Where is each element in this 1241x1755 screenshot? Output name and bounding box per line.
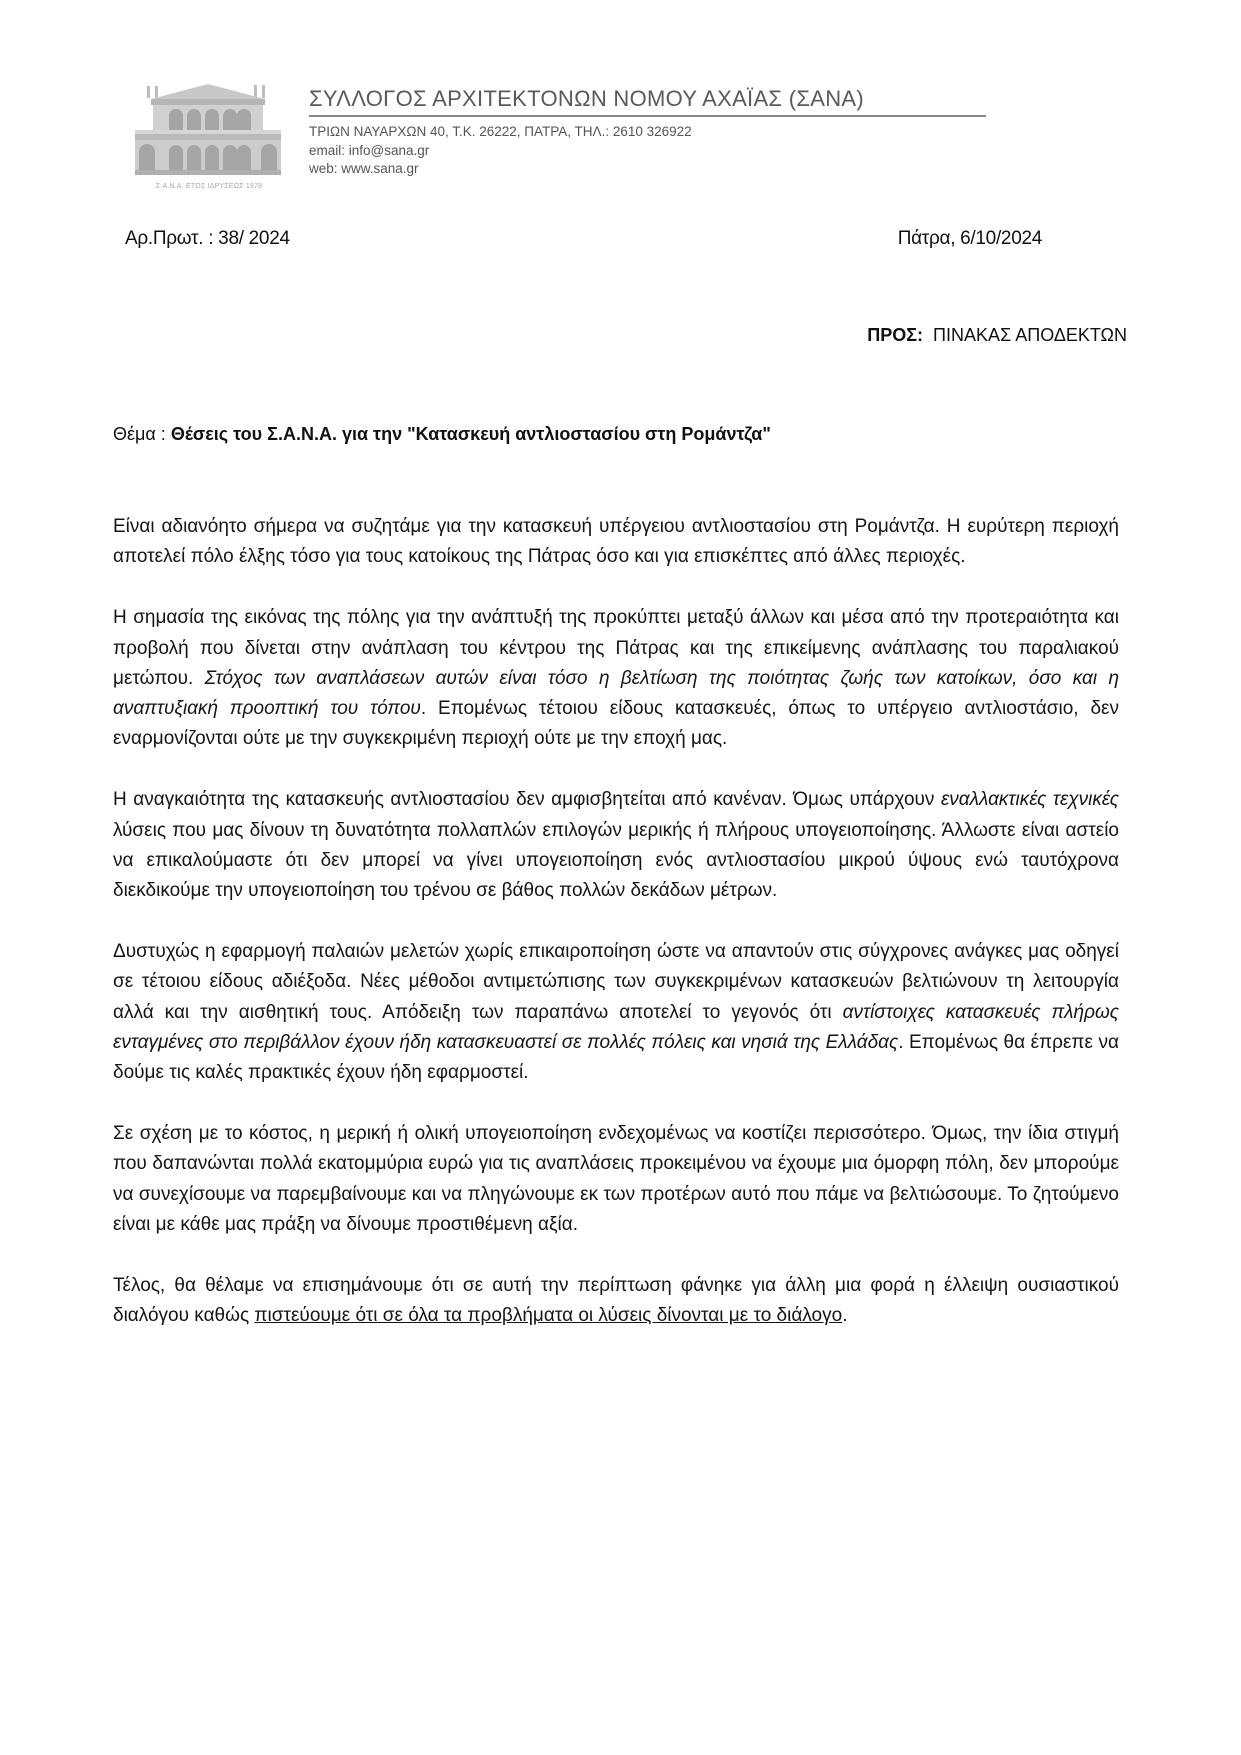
header-divider bbox=[309, 115, 986, 117]
organization-email: email: info@sana.gr bbox=[309, 143, 430, 158]
organization-website: web: www.sana.gr bbox=[309, 161, 419, 176]
paragraph-text: Σε σχέση με το κόστος, η μερική ή ολική υπογειοποίηση ενδεχομένως να κοστίζει περισσότερο. Όμως, την ίδια στιγμή που δαπανώνται πολλά εκατομμύρια ευρώ για τις αναπλάσεις προκειμένου να έχουμε μια όμορφη πόλη, δεν μπορούμε να συνεχίσουμε να παρεμβαίνουμε και να πληγώνουμε εκ των προτέρων αυτό που πάμε να βελτιώσουμε. Το ζητούμενο είναι με κάθε μας πράξη να δίνουμε προστιθέμενη αξία. bbox=[113, 1123, 1119, 1235]
organization-address: ΤΡΙΩΝ ΝΑΥΑΡΧΩΝ 40, Τ.Κ. 26222, ΠΑΤΡΑ, ΤΗΛ.: 2610 326922 bbox=[309, 124, 692, 139]
recipient-value: ΠΙΝΑΚΑΣ ΑΠΟΔΕΚΤΩΝ bbox=[933, 325, 1127, 345]
italic-emphasis: αντίστοιχες κατασκευές πλήρως ενταγμένες στο περιβάλλον έχουν ήδη κατασκευαστεί σε πολλές πόλεις και νησιά της Ελλάδας bbox=[113, 1001, 1119, 1053]
neoclassical-building-icon bbox=[133, 82, 283, 194]
paragraph-text: Η σημασία της εικόνας της πόλης για την ανάπτυξή της προκύπτει μεταξύ άλλων και μέσα από την προτεραιότητα και προβολή που δίνεται στην ανάπλαση του κέντρου της Πάτρας και της επικείμενης ανάπλασης του παραλιακού μετώπου. bbox=[113, 607, 1119, 689]
italic-emphasis: Στόχος των αναπλάσεων αυτών είναι τόσο η βελτίωση της ποιότητας ζωής των κατοίκων, όσο και η αναπτυξιακή προοπτική του τόπου bbox=[113, 667, 1119, 720]
letterhead bbox=[133, 82, 993, 192]
paragraph-text: Δυστυχώς η εφαρμογή παλαιών μελετών χωρίς επικαιροποίηση ώστε να απαντούν στις σύγχρονες ανάγκες μας οδηγεί σε τέτοιου είδους αδιέξοδα. Νέες μέθοδοι αντιμετώπισης των συγκεκριμένων κατασκευών βελτιώνουν τη λειτουργία αλλά και την αισθητική τους. Απόδειξη των παραπάνω αποτελεί το γεγονός ότι bbox=[113, 941, 1119, 1023]
paragraph-text: Η αναγκαιότητα της κατασκευής αντλιοστασίου δεν αμφισβητείται από κανέναν. Όμως υπάρχουν bbox=[113, 789, 941, 811]
paragraph-5 bbox=[113, 1119, 1119, 1240]
protocol-number: Αρ.Πρωτ. : 38/ 2024 bbox=[125, 228, 290, 249]
paragraph-text: . bbox=[842, 1305, 848, 1327]
subject-label: Θέμα : bbox=[113, 424, 171, 444]
recipient-label: ΠΡΟΣ: bbox=[867, 325, 924, 345]
paragraph-text: λύσεις που μας δίνουν τη δυνατότητα πολλαπλών επιλογών μερικής ή πλήρους υπογειοποίησης. Άλλωστε είναι αστείο να επικαλούμαστε ότι δεν μπορεί να γίνει υπογειοποίηση ενός αντλιοστασίου μικρού ύψους ενώ ταυτόχρονα διεκδικούμε την υπογειοποίηση του τρένου σε βάθος πολλών δεκάδων μέτρων. bbox=[113, 819, 1119, 902]
paragraph-2 bbox=[113, 603, 1119, 754]
letter-body bbox=[113, 512, 1119, 1362]
paragraph-text: Τέλος, θα θέλαμε να επισημάνουμε ότι σε αυτή την περίπτωση φάνηκε για άλλη μια φορά η έλλειψη ουσιαστικού διαλόγου καθώς bbox=[113, 1275, 1119, 1327]
italic-emphasis: εναλλακτικές τεχνικές bbox=[940, 789, 1119, 811]
paragraph-3 bbox=[113, 785, 1119, 906]
subject-line bbox=[113, 424, 771, 445]
paragraph-1 bbox=[113, 512, 1119, 572]
subject-text: Θέσεις του Σ.Α.Ν.Α. για την "Κατασκευή αντλιοστασίου στη Ρομάντζα" bbox=[170, 424, 771, 444]
paragraph-4 bbox=[113, 937, 1119, 1088]
organization-name: ΣΥΛΛΟΓΟΣ ΑΡΧΙΤΕΚΤΟΝΩΝ ΝΟΜΟΥ ΑΧΑΪΑΣ (ΣΑΝΑ) bbox=[309, 86, 865, 111]
place-date: Πάτρα, 6/10/2024 bbox=[897, 228, 1042, 249]
paragraph-text: . Επομένως θα έπρεπε να δούμε τις καλές πρακτικές έχουν ήδη εφαρμοστεί. bbox=[113, 1031, 1119, 1084]
recipient-line bbox=[867, 325, 1127, 346]
underlined-emphasis: πιστεύουμε ότι σε όλα τα προβλήματα οι λύσεις δίνονται με το διάλογο bbox=[254, 1305, 843, 1327]
paragraph-6 bbox=[113, 1271, 1119, 1331]
logo-caption: Σ.Α.Ν.Α. ΕΤΟΣ ΙΔΡΥΣΕΩΣ 1978 bbox=[155, 183, 263, 190]
paragraph-text: Είναι αδιανόητο σήμερα να συζητάμε για την κατασκευή υπέργειου αντλιοστασίου στη Ρομάντζα. Η ευρύτερη περιοχή αποτελεί πόλο έλξης τόσο για τους κατοίκους της Πάτρας όσο και για επισκέπτες από άλλες περιοχές. bbox=[113, 516, 1119, 568]
paragraph-text: . Επομένως τέτοιου είδους κατασκευές, όπως το υπέργειο αντλιοστάσιο, δεν εναρμονίζονται ούτε με την συγκεκριμένη περιοχή ούτε με την εποχή μας. bbox=[113, 698, 1119, 750]
